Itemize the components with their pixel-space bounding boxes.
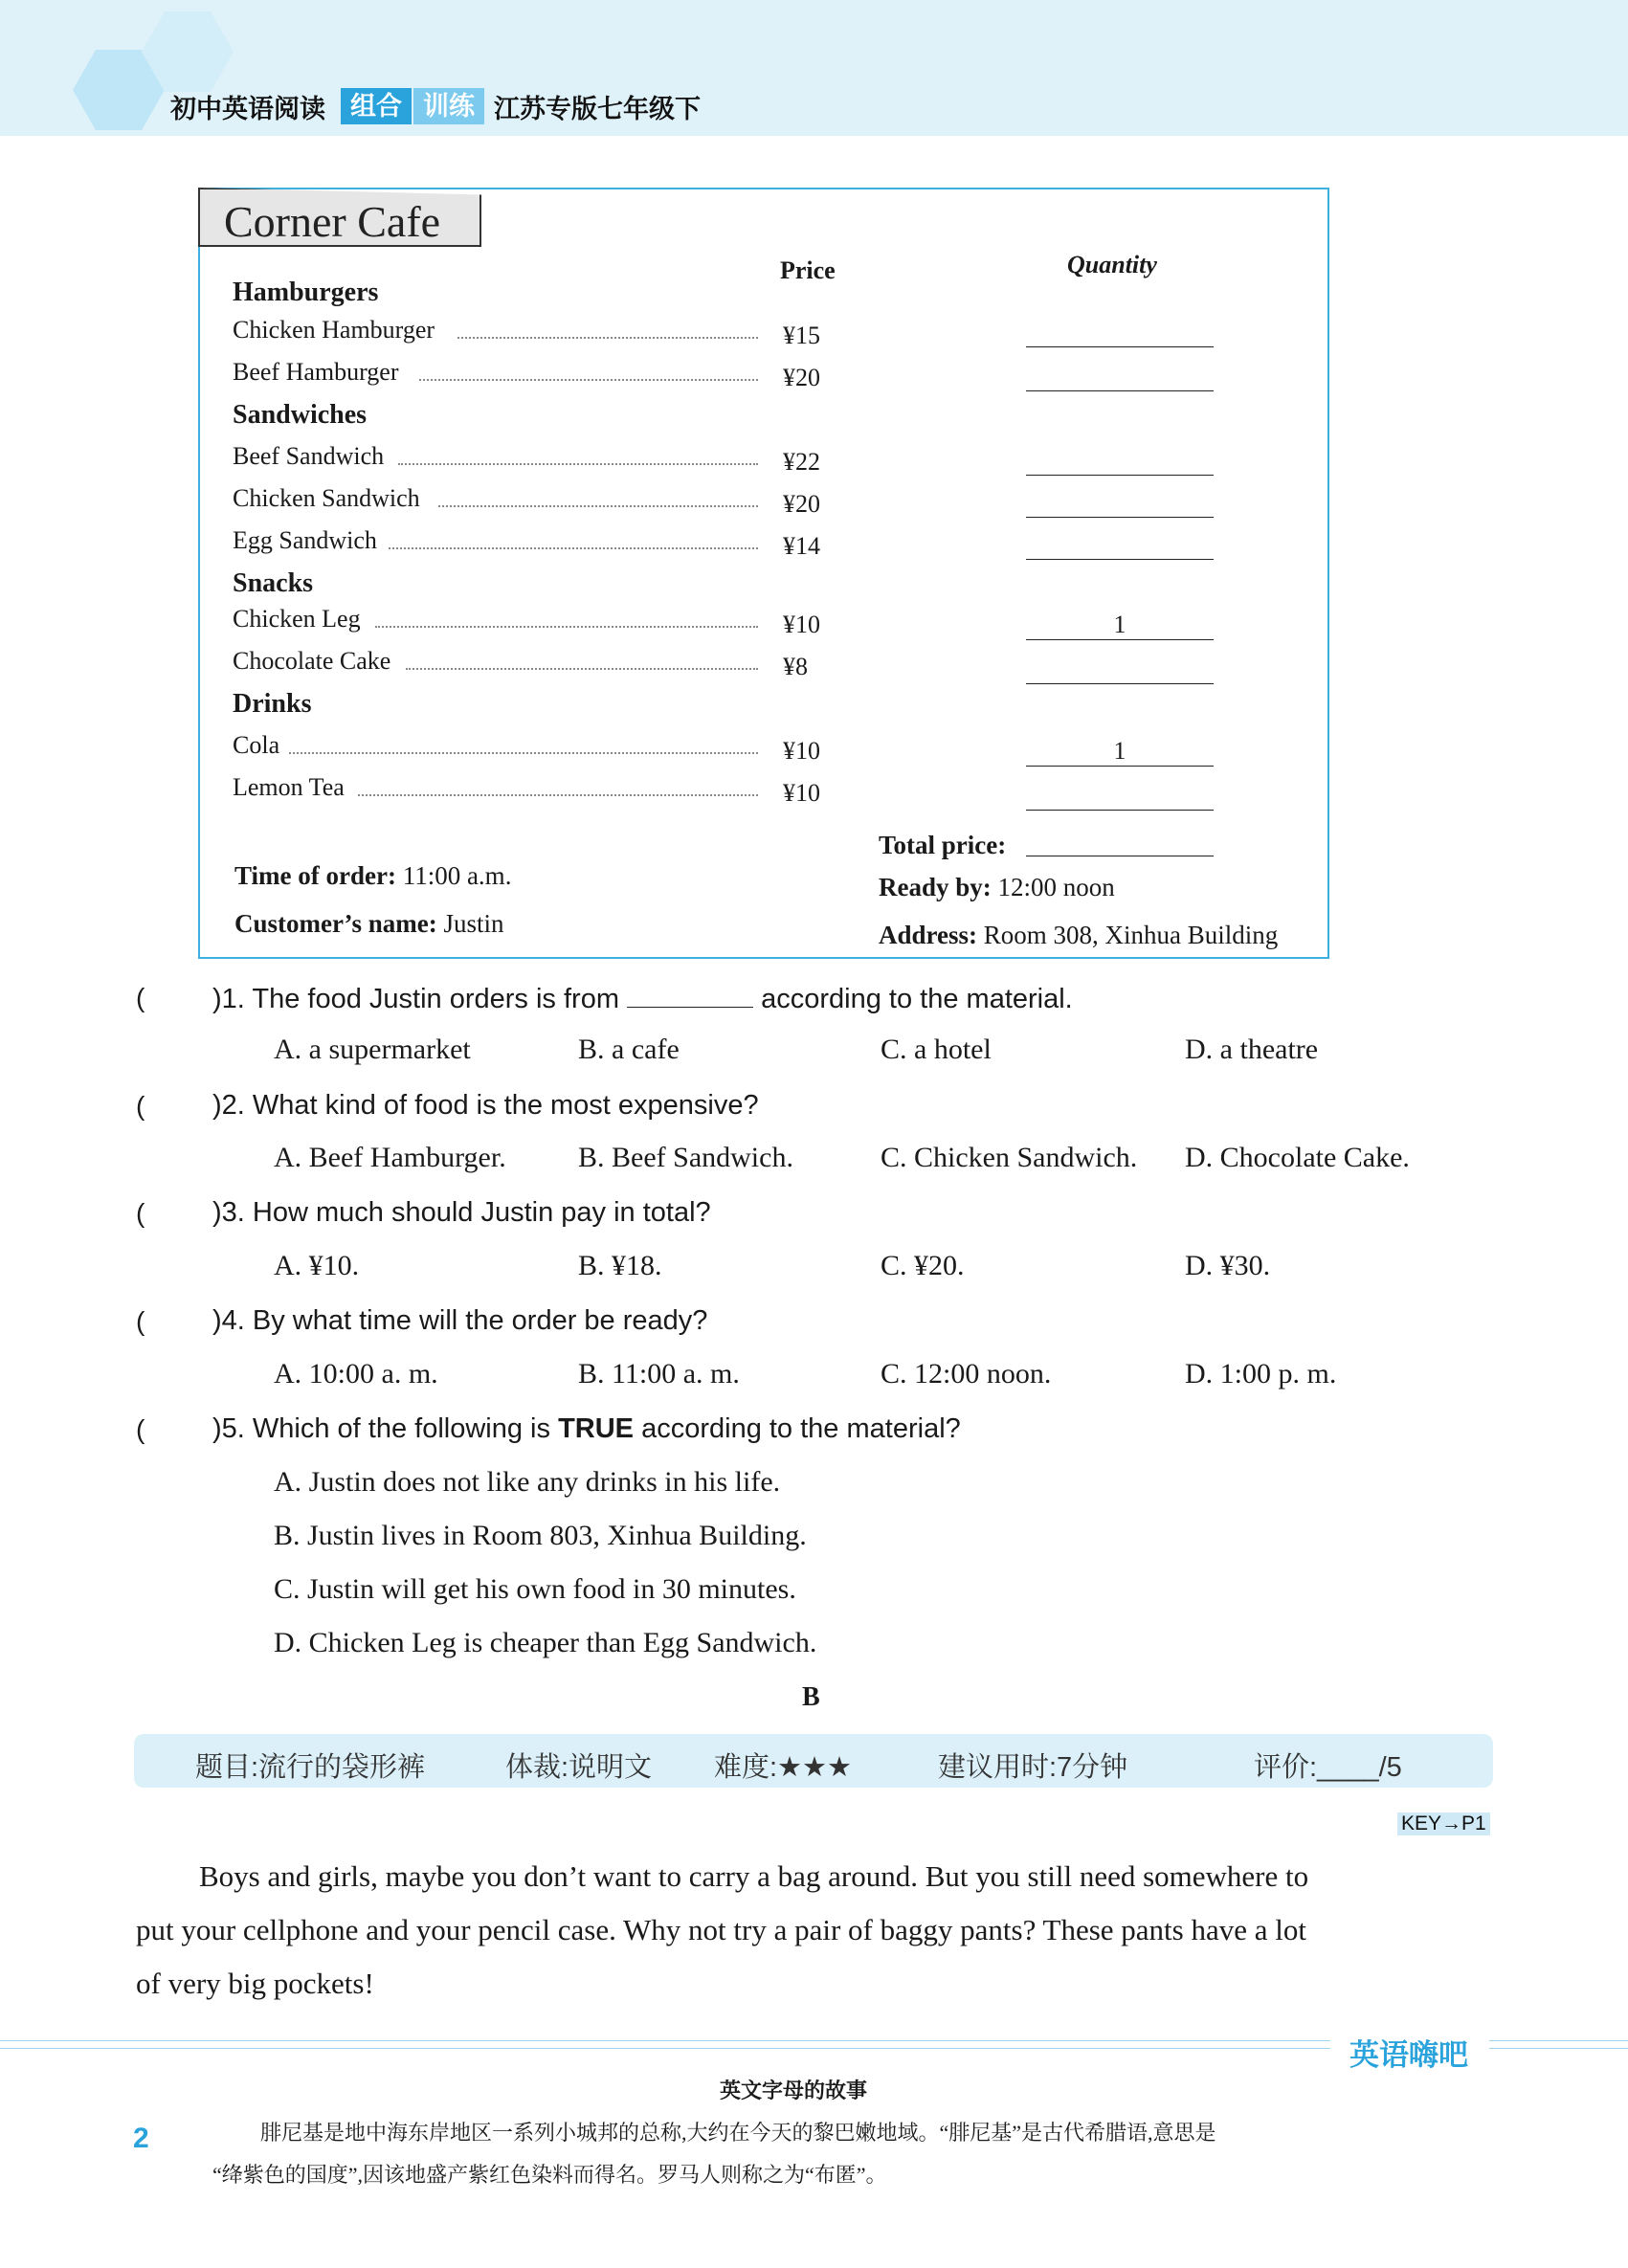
book-tag-training: 训练 <box>413 88 484 124</box>
quantity-line <box>1026 683 1214 684</box>
answer-bracket: ( <box>136 1198 145 1228</box>
time-of-order <box>234 861 511 891</box>
option-c: C. a hotel <box>881 1034 992 1065</box>
quantity-line <box>1026 559 1214 560</box>
option-b: B. a cafe <box>578 1034 680 1065</box>
menu-item-name: Chicken Leg <box>233 605 361 633</box>
dot-leader <box>438 505 758 507</box>
footer-text: 腓尼基是地中海东岸地区一系列小城邦的总称,大约在今天的黎巴嫩地域。“腓尼基”是古代希腊语,意思是 <box>260 2121 1216 2145</box>
page-number: 2 <box>133 2123 149 2154</box>
quantity-line <box>1026 517 1214 518</box>
option-b: B. ¥18. <box>578 1250 662 1281</box>
menu-item-price: ¥20 <box>783 490 820 518</box>
menu-item-name: Cola <box>233 731 280 759</box>
ready-by-label: Ready by: <box>879 873 992 901</box>
menu-item-name: Lemon Tea <box>233 773 345 801</box>
option-d: D. 1:00 p. m. <box>1185 1358 1337 1390</box>
ready-by-value: 12:00 noon <box>997 873 1115 901</box>
option-c: C. ¥20. <box>881 1250 965 1281</box>
customer-name <box>234 909 503 939</box>
price-header: Price <box>780 256 836 284</box>
option-b: B. 11:00 a. m. <box>578 1358 740 1390</box>
question-5 <box>212 1413 961 1445</box>
question-text: What kind of food is the most expensive? <box>252 1090 759 1121</box>
book-title: 初中英语阅读 <box>170 95 325 123</box>
menu-item-price: ¥20 <box>783 364 820 391</box>
answer-bracket: ( <box>136 1306 145 1336</box>
question-text-end: according to the material? <box>641 1413 961 1444</box>
address-label: Address: <box>879 921 978 949</box>
dot-leader <box>457 337 758 339</box>
rating: 评价:____/5 <box>1254 1752 1402 1783</box>
dot-leader <box>358 794 758 796</box>
time-of-order-label: Time of order: <box>234 861 396 890</box>
dot-leader <box>375 626 758 628</box>
menu-item-price: ¥15 <box>783 322 820 349</box>
menu-item-price: ¥10 <box>783 737 820 765</box>
category-hamburgers: Hamburgers <box>233 278 379 307</box>
question-number: )4. <box>212 1305 245 1336</box>
time-of-order-value: 11:00 a.m. <box>402 861 512 890</box>
quantity-header: Quantity <box>1067 251 1157 278</box>
answer-bracket: ( <box>136 983 145 1012</box>
book-subtitle: 江苏专版七年级下 <box>494 95 701 123</box>
question-number: )1. <box>212 984 245 1014</box>
option-a: A. Justin does not like any drinks in his life. <box>274 1466 781 1498</box>
section-label: B <box>802 1682 820 1712</box>
quantity-line <box>1026 390 1214 391</box>
footer-label: 英语嗨吧 <box>1349 2038 1468 2072</box>
passage-line: put your cellphone and your pencil case. Why not try a pair of baggy pants? These pants have a lot <box>136 1913 1306 1946</box>
option-a: A. 10:00 a. m. <box>274 1358 438 1390</box>
total-price-label: Total price: <box>879 831 1007 859</box>
dot-leader <box>289 752 758 754</box>
answer-blank <box>627 982 753 1008</box>
option-d: D. a theatre <box>1185 1034 1319 1065</box>
menu-item-name: Egg Sandwich <box>233 526 377 554</box>
menu-item-price: ¥10 <box>783 779 820 807</box>
menu-item-name: Beef Sandwich <box>233 442 385 470</box>
option-a: A. Beef Hamburger. <box>274 1142 506 1173</box>
ready-by <box>879 873 1115 902</box>
option-c: C. Chicken Sandwich. <box>881 1142 1138 1173</box>
quantity-line <box>1026 346 1214 347</box>
address <box>879 921 1278 950</box>
menu-item-name: Chicken Sandwich <box>233 484 420 512</box>
menu-item-name: Chocolate Cake <box>233 647 391 675</box>
question-text: Which of the following is <box>252 1413 550 1444</box>
menu-item-price: ¥8 <box>783 653 808 680</box>
customer-name-label: Customer’s name: <box>234 909 437 938</box>
option-a: A. a supermarket <box>274 1034 471 1065</box>
question-text: The food Justin orders is from <box>252 984 619 1014</box>
footer-divider <box>0 2048 1330 2049</box>
question-1 <box>212 982 1073 1015</box>
footer-text: “绛紫色的国度”,因该地盛产紫红色染料而得名。罗马人则称之为“布匿”。 <box>212 2163 887 2187</box>
option-b: B. Justin lives in Room 803, Xinhua Building. <box>274 1520 807 1551</box>
question-3 <box>212 1197 711 1229</box>
quantity-line <box>1026 810 1214 811</box>
footer-divider <box>0 2040 1330 2041</box>
dot-leader <box>419 379 758 381</box>
menu-item-price: ¥14 <box>783 532 820 560</box>
answer-bracket: ( <box>136 1091 145 1121</box>
passage-line: of very big pockets! <box>136 1967 374 2000</box>
footer-title: 英文字母的故事 <box>720 2079 868 2102</box>
quantity-line <box>1026 639 1214 640</box>
question-4 <box>212 1305 707 1337</box>
question-emphasis: TRUE <box>558 1413 635 1444</box>
footer-divider <box>1489 2040 1628 2041</box>
category-sandwiches: Sandwiches <box>233 400 368 430</box>
menu-title: Corner Cafe <box>224 197 441 246</box>
passage-genre: 体裁:说明文 <box>505 1752 653 1783</box>
question-text-end: according to the material. <box>761 984 1073 1014</box>
question-text: By what time will the order be ready? <box>252 1305 708 1336</box>
question-number: )5. <box>212 1413 245 1444</box>
menu-item-name: Chicken Hamburger <box>233 316 435 344</box>
question-number: )3. <box>212 1197 245 1228</box>
option-d: D. Chicken Leg is cheaper than Egg Sandwich. <box>274 1627 817 1658</box>
answer-key-ref: KEY→P1 <box>1397 1812 1490 1835</box>
book-tag-combo: 组合 <box>341 88 412 124</box>
customer-name-value: Justin <box>443 909 504 938</box>
passage-line: Boys and girls, maybe you don’t want to carry a bag around. But you still need somewhere to <box>199 1859 1309 1893</box>
passage-topic: 题目:流行的袋形裤 <box>195 1752 426 1783</box>
address-value: Room 308, Xinhua Building <box>983 921 1279 949</box>
question-number: )2. <box>212 1090 245 1121</box>
passage-difficulty: 难度:★★★ <box>714 1752 853 1783</box>
suggested-time: 建议用时:7分钟 <box>938 1752 1128 1783</box>
option-d: D. ¥30. <box>1185 1250 1271 1281</box>
menu-item-name: Beef Hamburger <box>233 358 399 386</box>
dot-leader <box>406 668 758 670</box>
menu-item-price: ¥22 <box>783 448 820 476</box>
category-drinks: Drinks <box>233 689 312 719</box>
dot-leader <box>398 463 758 465</box>
option-a: A. ¥10. <box>274 1250 360 1281</box>
quantity-line <box>1026 766 1214 767</box>
option-d: D. Chocolate Cake. <box>1185 1142 1410 1173</box>
option-c: C. 12:00 noon. <box>881 1358 1052 1390</box>
question-2 <box>212 1090 759 1122</box>
category-snacks: Snacks <box>233 568 314 598</box>
quantity-value: 1 <box>1113 611 1126 638</box>
menu-item-price: ¥10 <box>783 611 820 638</box>
quantity-line <box>1026 475 1214 476</box>
dot-leader <box>389 547 758 549</box>
option-b: B. Beef Sandwich. <box>578 1142 793 1173</box>
question-text: How much should Justin pay in total? <box>252 1197 711 1228</box>
quantity-value: 1 <box>1113 737 1126 765</box>
footer-divider <box>1489 2048 1628 2049</box>
option-c: C. Justin will get his own food in 30 minutes. <box>274 1573 796 1605</box>
answer-bracket: ( <box>136 1414 145 1444</box>
